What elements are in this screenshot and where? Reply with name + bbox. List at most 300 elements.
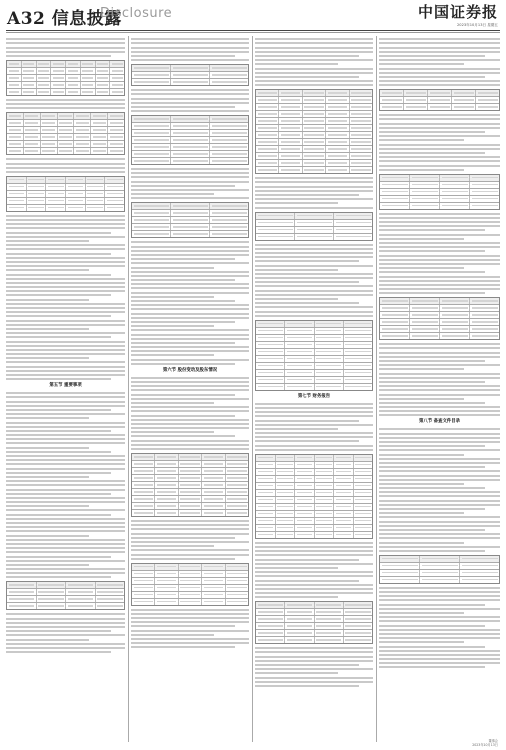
- table-cell: [226, 496, 248, 502]
- text-line: [379, 542, 464, 544]
- table-cell: [66, 68, 81, 74]
- table-row: [256, 153, 372, 160]
- text-line: [131, 398, 249, 400]
- table-row: [380, 97, 499, 104]
- table-cell: [256, 90, 279, 96]
- text-line: [255, 181, 373, 183]
- text-line: [379, 238, 464, 240]
- text-line: [379, 284, 500, 286]
- text-line: [131, 59, 249, 61]
- table-cell: [285, 616, 314, 622]
- table-cell: [380, 563, 420, 569]
- table-cell: [179, 571, 202, 577]
- text-line: [379, 139, 464, 141]
- text-line: [379, 229, 485, 231]
- table-cell: [202, 461, 225, 467]
- table-cell: [470, 175, 499, 181]
- table-cell: [344, 328, 372, 334]
- text-line: [379, 599, 500, 601]
- table-cell: [179, 475, 202, 481]
- text-line: [6, 651, 111, 653]
- text-line: [255, 315, 373, 317]
- table-cell: [256, 623, 285, 629]
- table-cell: [27, 198, 47, 204]
- text-line: [379, 127, 500, 129]
- table-cell: [404, 104, 428, 110]
- table-cell: [279, 153, 302, 159]
- table-row: [380, 305, 499, 312]
- text-line: [131, 185, 235, 187]
- table-cell: [303, 160, 326, 166]
- table-row: [132, 210, 248, 217]
- text-line: [131, 250, 249, 252]
- table-cell: [354, 490, 373, 496]
- data-table: [379, 89, 500, 111]
- table-cell: [315, 455, 335, 461]
- column-divider: [252, 36, 253, 742]
- text-line: [131, 545, 214, 547]
- table-cell: [452, 90, 476, 96]
- text-line: [131, 110, 249, 112]
- table-cell: [440, 319, 470, 325]
- table-cell: [470, 333, 499, 339]
- table-cell: [51, 61, 66, 67]
- table-cell: [470, 203, 499, 209]
- table-cell: [226, 578, 248, 584]
- section-heading: 第五节 重要事项: [49, 383, 82, 389]
- text-line: [379, 608, 500, 610]
- footer-date: 2023年10月13日: [472, 743, 498, 747]
- table-cell: [256, 637, 285, 643]
- text-line: [131, 254, 249, 256]
- table-cell: [74, 120, 91, 126]
- text-line: [255, 63, 338, 65]
- text-line: [6, 324, 125, 326]
- table-cell: [326, 104, 349, 110]
- table-cell: [24, 134, 41, 140]
- table-cell: [105, 198, 124, 204]
- table-row: [256, 532, 372, 538]
- table-cell: [132, 72, 171, 78]
- text-line: [6, 353, 125, 355]
- text-line: [131, 197, 249, 199]
- table-cell: [66, 82, 81, 88]
- table-cell: [256, 349, 285, 355]
- table-cell: [7, 113, 24, 119]
- text-line: [6, 539, 125, 541]
- table-cell: [226, 503, 248, 509]
- table-cell: [202, 503, 225, 509]
- table-cell: [344, 384, 372, 390]
- table-row: [380, 104, 499, 110]
- table-cell: [41, 120, 58, 126]
- table-cell: [132, 510, 155, 516]
- table-cell: [334, 511, 354, 517]
- table-row: [256, 616, 372, 623]
- section-heading: 第七节 财务报告: [297, 393, 331, 399]
- table-cell: [334, 504, 354, 510]
- column-divider: [128, 36, 129, 742]
- table-cell: [420, 577, 460, 583]
- text-line: [6, 459, 125, 461]
- text-line: [6, 236, 125, 238]
- table-cell: [110, 61, 124, 67]
- table-row: [132, 130, 248, 137]
- table-row: [256, 511, 372, 518]
- table-cell: [380, 175, 410, 181]
- text-line: [131, 300, 235, 302]
- text-line: [379, 280, 500, 282]
- table-cell: [428, 104, 452, 110]
- text-line: [6, 269, 89, 271]
- table-row: [7, 177, 124, 184]
- text-line: [131, 354, 214, 356]
- table-cell: [66, 75, 81, 81]
- table-cell: [37, 82, 52, 88]
- table-cell: [41, 127, 58, 133]
- table-cell: [460, 577, 499, 583]
- table-cell: [132, 599, 155, 605]
- table-row: [256, 342, 372, 349]
- table-cell: [334, 532, 354, 538]
- text-line: [131, 554, 249, 556]
- text-line: [255, 84, 373, 86]
- table-cell: [226, 599, 248, 605]
- text-line: [379, 512, 464, 514]
- table-cell: [256, 118, 279, 124]
- table-cell: [315, 342, 344, 348]
- table-cell: [440, 196, 470, 202]
- text-line: [6, 509, 125, 511]
- text-line: [255, 244, 373, 246]
- table-cell: [410, 175, 440, 181]
- text-line: [6, 484, 125, 486]
- text-line: [6, 417, 89, 419]
- data-table: [379, 555, 500, 584]
- text-line: [255, 269, 338, 271]
- table-row: [132, 489, 248, 496]
- table-cell: [7, 127, 24, 133]
- table-cell: [96, 589, 125, 595]
- table-row: [7, 141, 124, 148]
- table-cell: [303, 125, 326, 131]
- table-cell: [354, 469, 373, 475]
- table-cell: [81, 82, 96, 88]
- table-cell: [410, 203, 440, 209]
- table-cell: [354, 518, 373, 524]
- table-cell: [202, 564, 225, 570]
- table-row: [380, 326, 499, 333]
- table-cell: [46, 177, 66, 183]
- table-cell: [380, 298, 410, 304]
- table-cell: [210, 116, 248, 122]
- text-line: [131, 296, 214, 298]
- text-line: [131, 617, 249, 619]
- table-cell: [256, 511, 276, 517]
- table-cell: [428, 97, 452, 103]
- table-cell: [226, 475, 248, 481]
- table-row: [256, 476, 372, 483]
- table-cell: [132, 571, 155, 577]
- table-row: [256, 525, 372, 532]
- table-cell: [58, 141, 75, 147]
- text-line: [255, 449, 373, 451]
- table-cell: [110, 75, 124, 81]
- table-cell: [37, 89, 52, 95]
- table-cell: [132, 158, 171, 164]
- text-line: [6, 307, 125, 309]
- column-2: [131, 36, 249, 742]
- table-cell: [285, 370, 314, 376]
- text-line: [131, 287, 249, 289]
- text-line: [131, 42, 249, 44]
- text-line: [6, 564, 89, 566]
- table-cell: [295, 525, 315, 531]
- table-row: [7, 89, 124, 95]
- text-line: [6, 518, 125, 520]
- table-cell: [344, 370, 372, 376]
- table-cell: [179, 585, 202, 591]
- table-cell: [132, 203, 171, 209]
- table-cell: [46, 198, 66, 204]
- table-cell: [276, 518, 296, 524]
- table-cell: [315, 525, 335, 531]
- table-cell: [132, 454, 155, 460]
- table-row: [256, 609, 372, 616]
- table-cell: [285, 609, 314, 615]
- table-cell: [66, 61, 81, 67]
- table-row: [7, 205, 124, 211]
- table-cell: [7, 184, 27, 190]
- text-line: [379, 156, 500, 158]
- text-line: [255, 285, 373, 287]
- table-cell: [256, 220, 295, 226]
- table-cell: [428, 90, 452, 96]
- table-cell: [334, 518, 354, 524]
- table-row: [132, 496, 248, 503]
- table-cell: [350, 160, 372, 166]
- table-cell: [226, 585, 248, 591]
- text-line: [131, 271, 249, 273]
- text-line: [379, 470, 500, 472]
- table-cell: [315, 328, 344, 334]
- text-line: [379, 263, 500, 265]
- table-cell: [285, 630, 314, 636]
- table-cell: [295, 532, 315, 538]
- data-table: [379, 174, 500, 210]
- text-line: [255, 72, 373, 74]
- table-cell: [256, 227, 295, 233]
- data-table: [6, 581, 125, 610]
- table-row: [256, 90, 372, 97]
- table-row: [132, 137, 248, 144]
- text-line: [379, 487, 485, 489]
- table-cell: [108, 120, 124, 126]
- text-line: [6, 451, 111, 453]
- text-line: [379, 414, 500, 416]
- table-cell: [276, 476, 296, 482]
- table-row: [256, 630, 372, 637]
- table-cell: [41, 113, 58, 119]
- text-line: [255, 59, 373, 61]
- table-cell: [315, 370, 344, 376]
- text-line: [255, 311, 373, 313]
- text-line: [6, 647, 125, 649]
- text-line: [131, 444, 249, 446]
- table-cell: [155, 503, 178, 509]
- text-line: [255, 194, 359, 196]
- text-line: [379, 68, 500, 70]
- table-row: [380, 175, 499, 182]
- table-row: [132, 79, 248, 85]
- table-cell: [202, 482, 225, 488]
- table-cell: [155, 475, 178, 481]
- text-line: [131, 406, 249, 408]
- text-line: [131, 634, 214, 636]
- table-row: [132, 510, 248, 516]
- table-row: [380, 577, 499, 583]
- table-cell: [132, 585, 155, 591]
- table-cell: [256, 616, 285, 622]
- table-cell: [295, 234, 334, 240]
- table-cell: [86, 198, 106, 204]
- text-line: [131, 317, 249, 319]
- table-cell: [279, 139, 302, 145]
- table-cell: [171, 224, 210, 230]
- table-cell: [226, 592, 248, 598]
- text-line: [379, 47, 500, 49]
- table-cell: [202, 489, 225, 495]
- text-line: [255, 190, 373, 192]
- table-cell: [155, 496, 178, 502]
- table-cell: [285, 377, 314, 383]
- text-line: [255, 80, 373, 82]
- article-columns: [6, 36, 500, 742]
- table-cell: [58, 148, 75, 154]
- table-cell: [410, 196, 440, 202]
- text-line: [6, 286, 125, 288]
- text-line: [379, 454, 464, 456]
- table-cell: [440, 333, 470, 339]
- table-cell: [256, 321, 285, 327]
- text-line: [6, 556, 111, 558]
- text-line: [131, 102, 249, 104]
- table-cell: [210, 130, 248, 136]
- table-cell: [256, 525, 276, 531]
- text-line: [131, 267, 214, 269]
- table-cell: [380, 333, 410, 339]
- table-cell: [96, 89, 111, 95]
- table-cell: [256, 384, 285, 390]
- table-row: [132, 72, 248, 79]
- table-cell: [334, 462, 354, 468]
- table-cell: [108, 148, 124, 154]
- table-cell: [334, 497, 354, 503]
- text-line: [255, 677, 373, 679]
- text-line: [379, 221, 500, 223]
- table-cell: [256, 609, 285, 615]
- table-cell: [354, 511, 373, 517]
- table-cell: [452, 97, 476, 103]
- text-line: [379, 169, 464, 171]
- table-cell: [334, 227, 372, 233]
- text-line: [379, 381, 485, 383]
- data-table: [131, 202, 249, 238]
- page-footer: [472, 739, 498, 747]
- text-line: [379, 500, 500, 502]
- table-cell: [226, 454, 248, 460]
- table-cell: [7, 120, 24, 126]
- text-line: [379, 38, 500, 40]
- table-cell: [96, 82, 111, 88]
- table-cell: [326, 146, 349, 152]
- table-cell: [256, 104, 279, 110]
- table-cell: [7, 589, 37, 595]
- table-cell: [96, 582, 125, 588]
- table-cell: [226, 461, 248, 467]
- table-cell: [256, 160, 279, 166]
- table-row: [256, 490, 372, 497]
- table-cell: [202, 585, 225, 591]
- table-row: [256, 321, 372, 328]
- table-cell: [132, 210, 171, 216]
- text-line: [379, 466, 485, 468]
- table-cell: [66, 589, 96, 595]
- text-line: [6, 413, 125, 415]
- text-line: [6, 643, 125, 645]
- text-line: [379, 398, 464, 400]
- table-cell: [132, 144, 171, 150]
- table-row: [132, 578, 248, 585]
- table-cell: [179, 503, 202, 509]
- text-line: [379, 458, 500, 460]
- text-line: [131, 189, 249, 191]
- table-cell: [350, 125, 372, 131]
- table-cell: [460, 556, 499, 562]
- text-line: [379, 406, 500, 408]
- text-line: [379, 160, 500, 162]
- table-cell: [326, 90, 349, 96]
- text-line: [379, 217, 500, 219]
- table-cell: [179, 468, 202, 474]
- text-line: [255, 596, 338, 598]
- table-row: [132, 158, 248, 164]
- table-cell: [24, 120, 41, 126]
- table-cell: [256, 146, 279, 152]
- table-cell: [46, 205, 66, 211]
- table-cell: [303, 132, 326, 138]
- table-cell: [344, 335, 372, 341]
- table-row: [256, 384, 372, 390]
- table-cell: [303, 139, 326, 145]
- table-cell: [7, 68, 22, 74]
- table-cell: [132, 65, 171, 71]
- table-cell: [326, 111, 349, 117]
- text-line: [255, 651, 373, 653]
- table-cell: [315, 532, 335, 538]
- table-cell: [344, 609, 372, 615]
- text-line: [131, 98, 249, 100]
- table-cell: [440, 175, 470, 181]
- text-line: [255, 407, 373, 409]
- table-cell: [344, 637, 372, 643]
- table-cell: [7, 198, 27, 204]
- table-cell: [51, 89, 66, 95]
- text-line: [6, 526, 125, 528]
- text-line: [131, 106, 235, 108]
- table-cell: [440, 326, 470, 332]
- table-row: [380, 189, 499, 196]
